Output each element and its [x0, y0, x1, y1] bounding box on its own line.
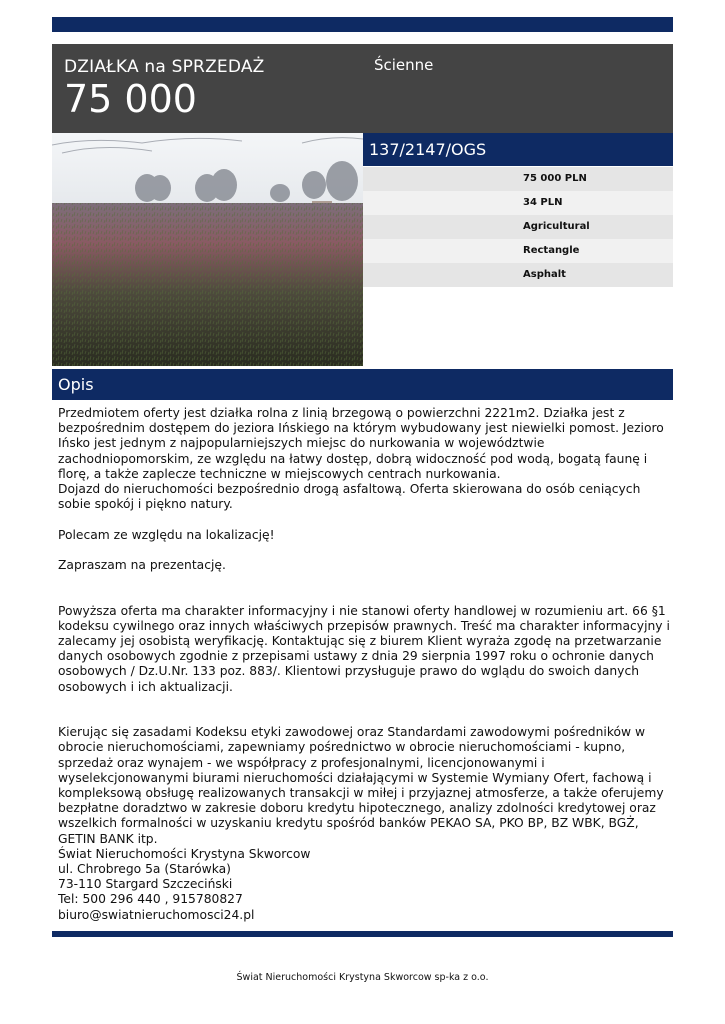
property-photo — [52, 133, 363, 366]
detail-row-access-road — [363, 263, 673, 287]
description-section-header — [52, 369, 673, 400]
footer-company-name: Świat Nieruchomości Krystyna Skworcow sp-ka z o.o. — [236, 972, 489, 983]
offer-details-table — [363, 167, 673, 287]
top-decorative-bar — [52, 17, 673, 32]
detail-value: 34 PLN — [523, 197, 563, 208]
offer-reference-bar — [363, 133, 673, 166]
detail-value: Asphalt — [523, 269, 566, 280]
bottom-decorative-bar — [52, 931, 673, 937]
agency-contact: Świat Nieruchomości Krystyna Skworcow ul. Chrobrego 5a (Starówka) 73-110 Stargard Szczeciński Tel: 500 296 440 , 915780827 biuro@swiatnieruchomosci24.pl — [58, 846, 311, 922]
detail-value: Rectangle — [523, 245, 580, 256]
listing-price: 75 000 — [64, 77, 197, 121]
listing-type: DZIAŁKA na SPRZEDAŻ — [64, 57, 265, 77]
description-body — [58, 406, 670, 923]
description-paragraph: Przedmiotem oferty jest działka rolna z linią brzegową o powierzchni 2221m2. Działka jest z bezpośrednim dostępem do jeziora Ińskiego na którym wybudowany jest niewielki pomost. Jezioro Ińsko jest jednym z najpopularniejszych miejsc do nurkowania w województwie zachodniopomorskim, ze względu na łatwy dostęp, dobrą widoczność pod wodą, bogatą faunę i florę, a także zaplecze techniczne w miejscowych centrach nurkowania. Dojazd do nieruchomości bezpośrednio drogą asfaltową. Oferta skierowana do osób ceniących sobie spokój i piękno natury. — [58, 406, 664, 512]
detail-row-shape — [363, 239, 673, 263]
detail-row-land-type — [363, 215, 673, 239]
description-paragraph: Polecam ze względu na lokalizację! — [58, 527, 275, 542]
detail-row-price-per-m2 — [363, 191, 673, 215]
detail-row-price — [363, 167, 673, 191]
section-title: Opis — [58, 375, 94, 394]
listing-header — [52, 44, 673, 133]
agency-paragraph: Kierując się zasadami Kodeksu etyki zawodowej oraz Standardami zawodowymi pośredników w obrocie nieruchomościami, zapewniamy pośrednictwo w obrocie nieruchomościami - kupno, sprzedaż oraz wynajem - we współpracy z profesjonalnymi, licencjonowanymi i wyselekcjonowanymi biurami nieruchomości działającymi w Systemie Wymiany Ofert, fachową i kompleksową obsługę realizowanych transakcji w miłej i przyjaznej atmosferze, a także oferujemy bezpłatne doradztwo w zakresie doboru kredytu hipotecznego, analizy zdolności kredytowej oraz wszelkich formalności w uzyskaniu kredytu spośród banków PEKAO SA, PKO BP, BZ WBK, BGŻ, GETIN BANK itp. — [58, 725, 664, 846]
description-paragraph: Zapraszam na prezentację. — [58, 558, 226, 572]
listing-location: Ścienne — [374, 56, 434, 74]
disclaimer-paragraph: Powyższa oferta ma charakter informacyjny i nie stanowi oferty handlowej w rozumieniu art. 66 §1 kodeksu cywilnego oraz innych właściwych przepisów prawnych. Treść ma charakter informacyjny i zalecamy jej osobistą weryfikację. Kontaktując się z biurem Klient wyraża zgodę na przetwarzanie danych osobowych zgodnie z przepisami ustawy z dnia 29 sierpnia 1997 roku o ochronie danych osobowych / Dz.U.Nr. 133 poz. 883/. Klientowi przysługuje prawo do wglądu do swoich danych osobowych i ich aktualizacji. — [58, 603, 670, 694]
detail-value: Agricultural — [523, 221, 590, 232]
detail-value: 75 000 PLN — [523, 173, 587, 184]
offer-reference: 137/2147/OGS — [369, 140, 487, 159]
